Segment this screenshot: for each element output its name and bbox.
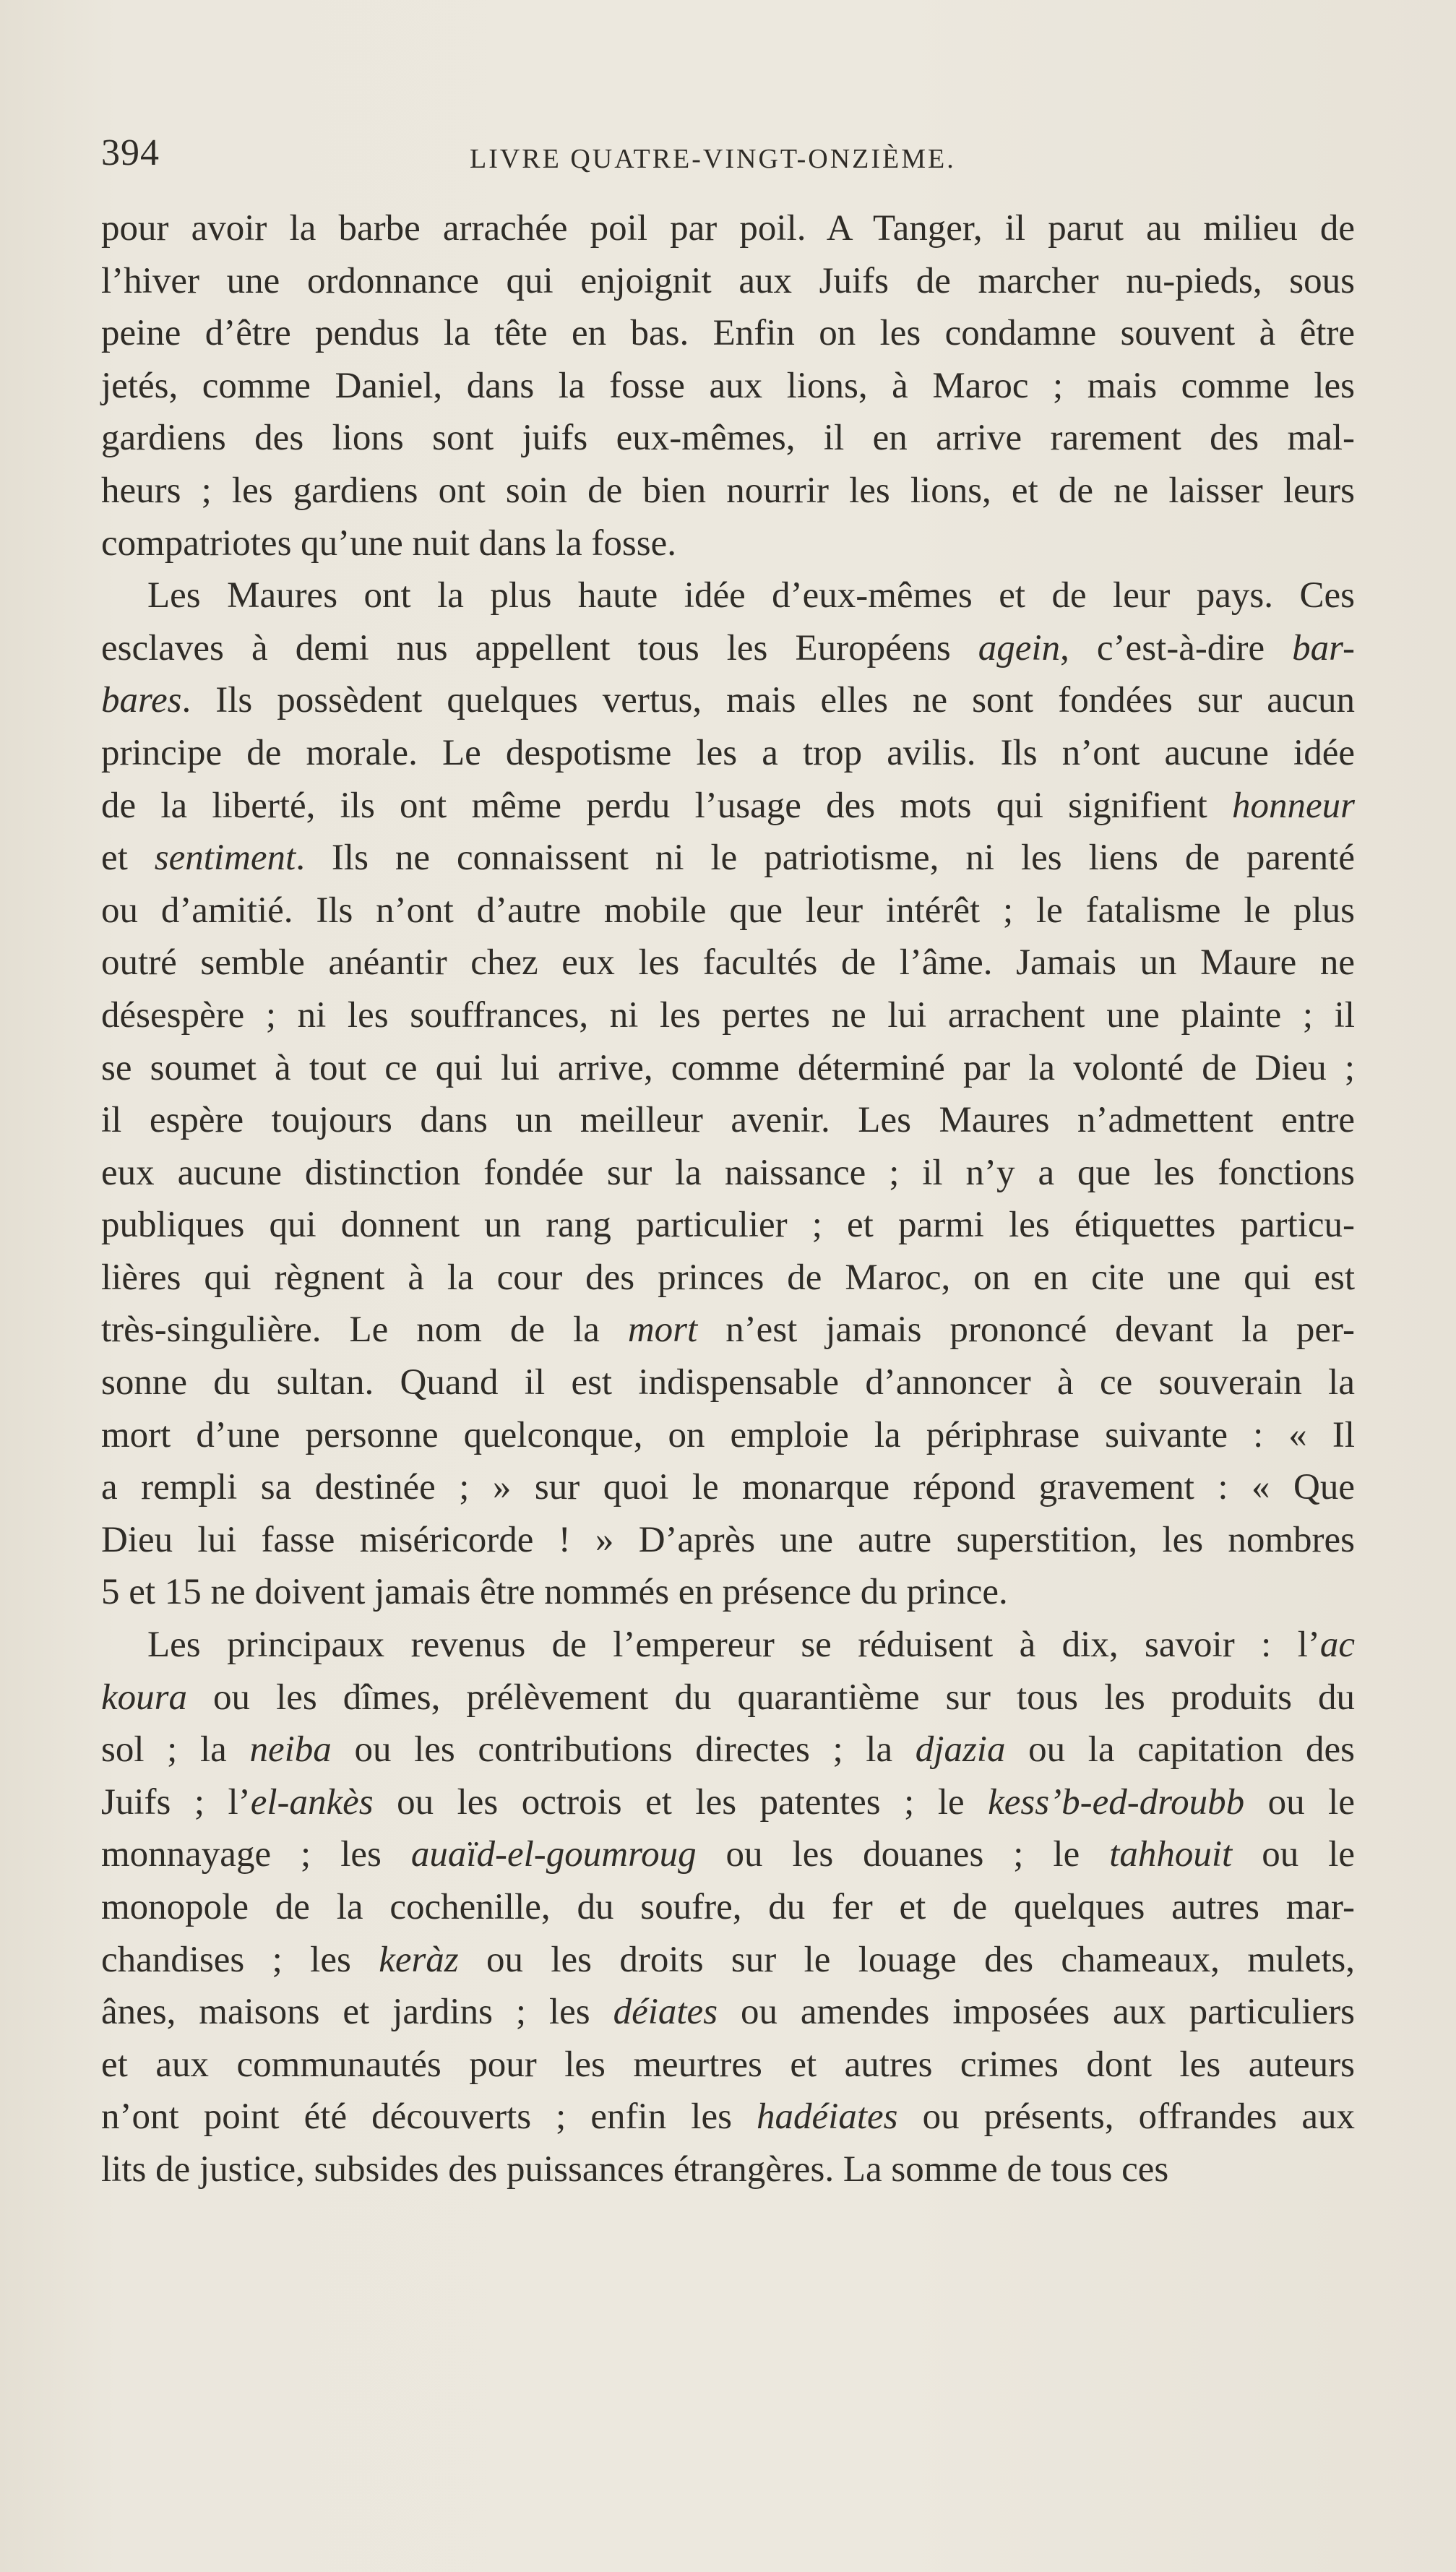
body-text xyxy=(101,202,1355,2196)
text-line: eux aucune distinction fondée sur la naissance ; il n’y a que les fonctions xyxy=(101,1152,1355,1193)
italic-term: kess’b-ed-droubb xyxy=(988,1781,1245,1823)
text-line: a rempli sa destinée ; » sur quoi le monarque répond gravement : « Que xyxy=(101,1467,1355,1508)
text-line: koura ou les dîmes, prélèvement du quarantième sur tous les produits du xyxy=(101,1677,1355,1718)
paragraph-2 xyxy=(101,569,1355,1619)
text-line: compatriotes qu’une nuit dans la fosse. xyxy=(101,522,676,564)
italic-term: bares xyxy=(101,680,182,721)
italic-term: auaïd-el-goumroug xyxy=(410,1834,697,1875)
text-line: Dieu lui fasse miséricorde ! » D’après une autre superstition, les nombres xyxy=(101,1519,1355,1560)
page-header xyxy=(101,132,1355,182)
italic-term: hadéiates xyxy=(757,2096,898,2138)
text-line: n’ont point été découverts ; enfin les hadéiates ou présents, offrandes aux xyxy=(101,2096,1355,2138)
text-line: lits de justice, subsides des puissances étrangères. La somme de tous ces xyxy=(101,2149,1169,2190)
text-line: Les Maures ont la plus haute idée d’eux-mêmes et de leur pays. Ces xyxy=(147,575,1355,616)
italic-term: neiba xyxy=(249,1729,332,1771)
text-line: désespère ; ni les souffrances, ni les pertes ne lui arrachent une plainte ; il xyxy=(101,994,1355,1036)
text-line: ou d’amitié. Ils n’ont d’autre mobile que leur intérêt ; le fatalisme le plus xyxy=(101,890,1355,931)
text-line: principe de morale. Le despotisme les a trop avilis. Ils n’ont aucune idée xyxy=(101,732,1355,773)
italic-term: koura xyxy=(101,1677,187,1718)
text-line: heurs ; les gardiens ont soin de bien nourrir les lions, et de ne laisser leurs xyxy=(101,470,1355,511)
italic-term: djazia xyxy=(915,1729,1006,1771)
text-line: ânes, maisons et jardins ; les déiates ou amendes imposées aux particuliers xyxy=(101,1992,1355,2033)
text-line: monopole de la cochenille, du soufre, du fer et de quelques autres mar- xyxy=(101,1887,1355,1927)
italic-term: keràz xyxy=(379,1939,459,1980)
text-line: très-singulière. Le nom de la mort n’est jamais prononcé devant la per- xyxy=(101,1309,1355,1351)
italic-term: honneur xyxy=(1232,785,1355,826)
text-line: outré semble anéantir chez eux les facultés de l’âme. Jamais un Maure ne xyxy=(101,942,1355,984)
text-line: pour avoir la barbe arrachée poil par poil. A Tanger, il parut au milieu de xyxy=(101,208,1355,249)
text-line: chandises ; les keràz ou les droits sur le louage des chameaux, mulets, xyxy=(101,1939,1355,1980)
italic-term: tahhouit xyxy=(1109,1834,1233,1875)
italic-term: déiates xyxy=(613,1992,718,2033)
text-line: se soumet à tout ce qui lui arrive, comme déterminé par la volonté de Dieu ; xyxy=(101,1047,1355,1088)
text-line: Juifs ; l’el-ankès ou les octrois et les patentes ; le kess’b-ed-droubb ou le xyxy=(101,1781,1355,1823)
text-line: il espère toujours dans un meilleur avenir. Les Maures n’admettent entre xyxy=(101,1100,1355,1141)
text-line: gardiens des lions sont juifs eux-mêmes, il en arrive rarement des mal- xyxy=(101,418,1355,459)
text-line: et aux communautés pour les meurtres et autres crimes dont les auteurs xyxy=(101,2044,1355,2085)
text-line: monnayage ; les auaïd-el-goumroug ou les douanes ; le tahhouit ou le xyxy=(101,1834,1356,1875)
text-line: lières qui règnent à la cour des princes de Maroc, on en cite une qui est xyxy=(101,1257,1355,1298)
text-line: Les principaux revenus de l’empereur se réduisent à dix, savoir : l’ac xyxy=(147,1625,1355,1666)
text-line: de la liberté, ils ont même perdu l’usage des mots qui signifient honneur xyxy=(101,785,1355,826)
text-line: bares. Ils possèdent quelques vertus, mais elles ne sont fondées sur aucun xyxy=(101,680,1355,721)
text-line: mort d’une personne quelconque, on emploie la périphrase suivante : « Il xyxy=(101,1414,1355,1455)
text-line: jetés, comme Daniel, dans la fosse aux lions, à Maroc ; mais comme les xyxy=(101,365,1355,406)
text-line: esclaves à demi nus appellent tous les Européens agein, c’est-à-dire bar- xyxy=(101,627,1355,668)
text-line: 5 et 15 ne doivent jamais être nommés en présence du prince. xyxy=(101,1572,1008,1613)
text-line: sol ; la neiba ou les contributions directes ; la djazia ou la capitation des xyxy=(101,1729,1355,1771)
italic-term: sentiment xyxy=(154,838,296,879)
running-head: LIVRE QUATRE-VINGT-ONZIÈME. xyxy=(470,144,956,174)
italic-term: agein xyxy=(978,627,1061,668)
text-line: l’hiver une ordonnance qui enjoignit aux Juifs de marcher nu-pieds, sous xyxy=(101,260,1355,301)
text-line: et sentiment. Ils ne connaissent ni le patriotisme, ni les liens de parenté xyxy=(101,838,1355,879)
italic-term: ac xyxy=(1319,1625,1355,1666)
italic-term: bar- xyxy=(1292,627,1355,668)
italic-term: mort xyxy=(627,1309,698,1351)
text-line: publiques qui donnent un rang particulier ; et parmi les étiquettes particu- xyxy=(101,1205,1355,1246)
text-line: sonne du sultan. Quand il est indispensable d’annoncer à ce souverain la xyxy=(101,1362,1355,1403)
page-number: 394 xyxy=(101,132,160,173)
paragraph-1 xyxy=(101,202,1355,569)
text-line: peine d’être pendus la tête en bas. Enfin on les condamne souvent à être xyxy=(101,313,1355,354)
paragraph-3 xyxy=(101,1619,1355,2196)
italic-term: el-ankès xyxy=(250,1781,374,1823)
